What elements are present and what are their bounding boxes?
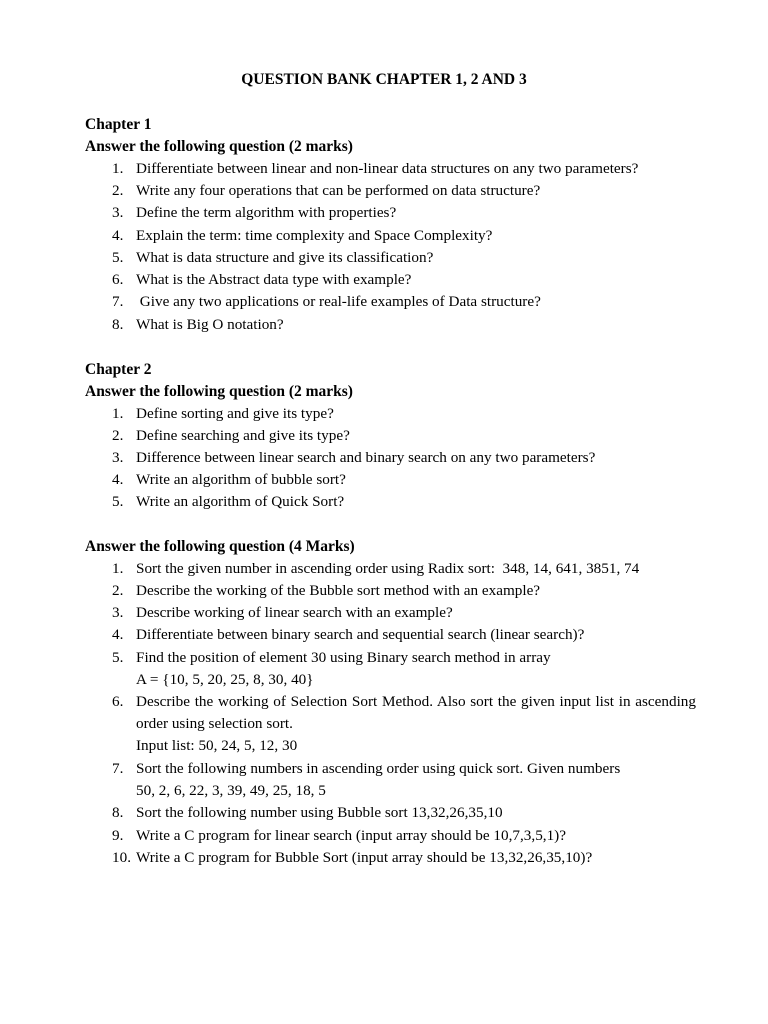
list-item: 7. Give any two applications or real-life examples of Data structure? — [112, 293, 541, 310]
list-item: 2. Describe the working of the Bubble sort method with an example? — [112, 582, 541, 599]
list-item: 10. Write a C program for Bubble Sort (input array should be 13,32,26,35,10)? — [112, 849, 593, 866]
list-item: 3. Describe working of linear search with an example? — [112, 604, 453, 621]
page-title: QUESTION BANK CHAPTER 1, 2 AND 3 — [241, 71, 527, 88]
list-item: 2. Write any four operations that can be performed on data structure? — [112, 182, 541, 199]
list-item: 1. Sort the given number in ascending order using Radix sort: 348, 14, 641, 3851, 74 — [112, 560, 640, 577]
list-item: 6. Describe the working of Selection Sort Method. Also sort the given input list in ascending order using selection sort. Input list: 50, 24, 5, 12, 30 — [112, 693, 696, 755]
chapter-1-heading: Chapter 1 — [85, 116, 152, 133]
list-item: 4. Explain the term: time complexity and Space Complexity? — [112, 227, 493, 244]
chapter-1-subheading: Answer the following question (2 marks) — [85, 138, 353, 155]
chapter-2-subheading: Answer the following question (2 marks) — [85, 383, 353, 400]
list-item: 2. Define searching and give its type? — [112, 427, 350, 444]
list-item: 8. What is Big O notation? — [112, 316, 284, 333]
list-item: 8. Sort the following number using Bubble sort 13,32,26,35,10 — [112, 804, 503, 821]
list-item: 9. Write a C program for linear search (input array should be 10,7,3,5,1)? — [112, 827, 566, 844]
list-item: 3. Define the term algorithm with properties? — [112, 204, 397, 221]
list-item: 1. Differentiate between linear and non-linear data structures on any two parameters? — [112, 160, 639, 177]
list-item: 1. Define sorting and give its type? — [112, 405, 334, 422]
list-item: 3. Difference between linear search and binary search on any two parameters? — [112, 449, 596, 466]
list-item: 5. Find the position of element 30 using Binary search method in array A = {10, 5, 20, 25, 8, 30, 40} — [112, 649, 551, 689]
list-item: 4. Differentiate between binary search and sequential search (linear search)? — [112, 626, 585, 643]
list-item: 7. Sort the following numbers in ascending order using quick sort. Given numbers 50, 2, 6, 22, 3, 39, 49, 25, 18, 5 — [112, 760, 621, 800]
list-item: 6. What is the Abstract data type with example? — [112, 271, 412, 288]
chapter-2-heading: Chapter 2 — [85, 361, 152, 378]
list-item: 4. Write an algorithm of bubble sort? — [112, 471, 346, 488]
list-item: 5. What is data structure and give its classification? — [112, 249, 434, 266]
list-item: 5. Write an algorithm of Quick Sort? — [112, 493, 345, 510]
four-marks-subheading: Answer the following question (4 Marks) — [85, 538, 355, 555]
